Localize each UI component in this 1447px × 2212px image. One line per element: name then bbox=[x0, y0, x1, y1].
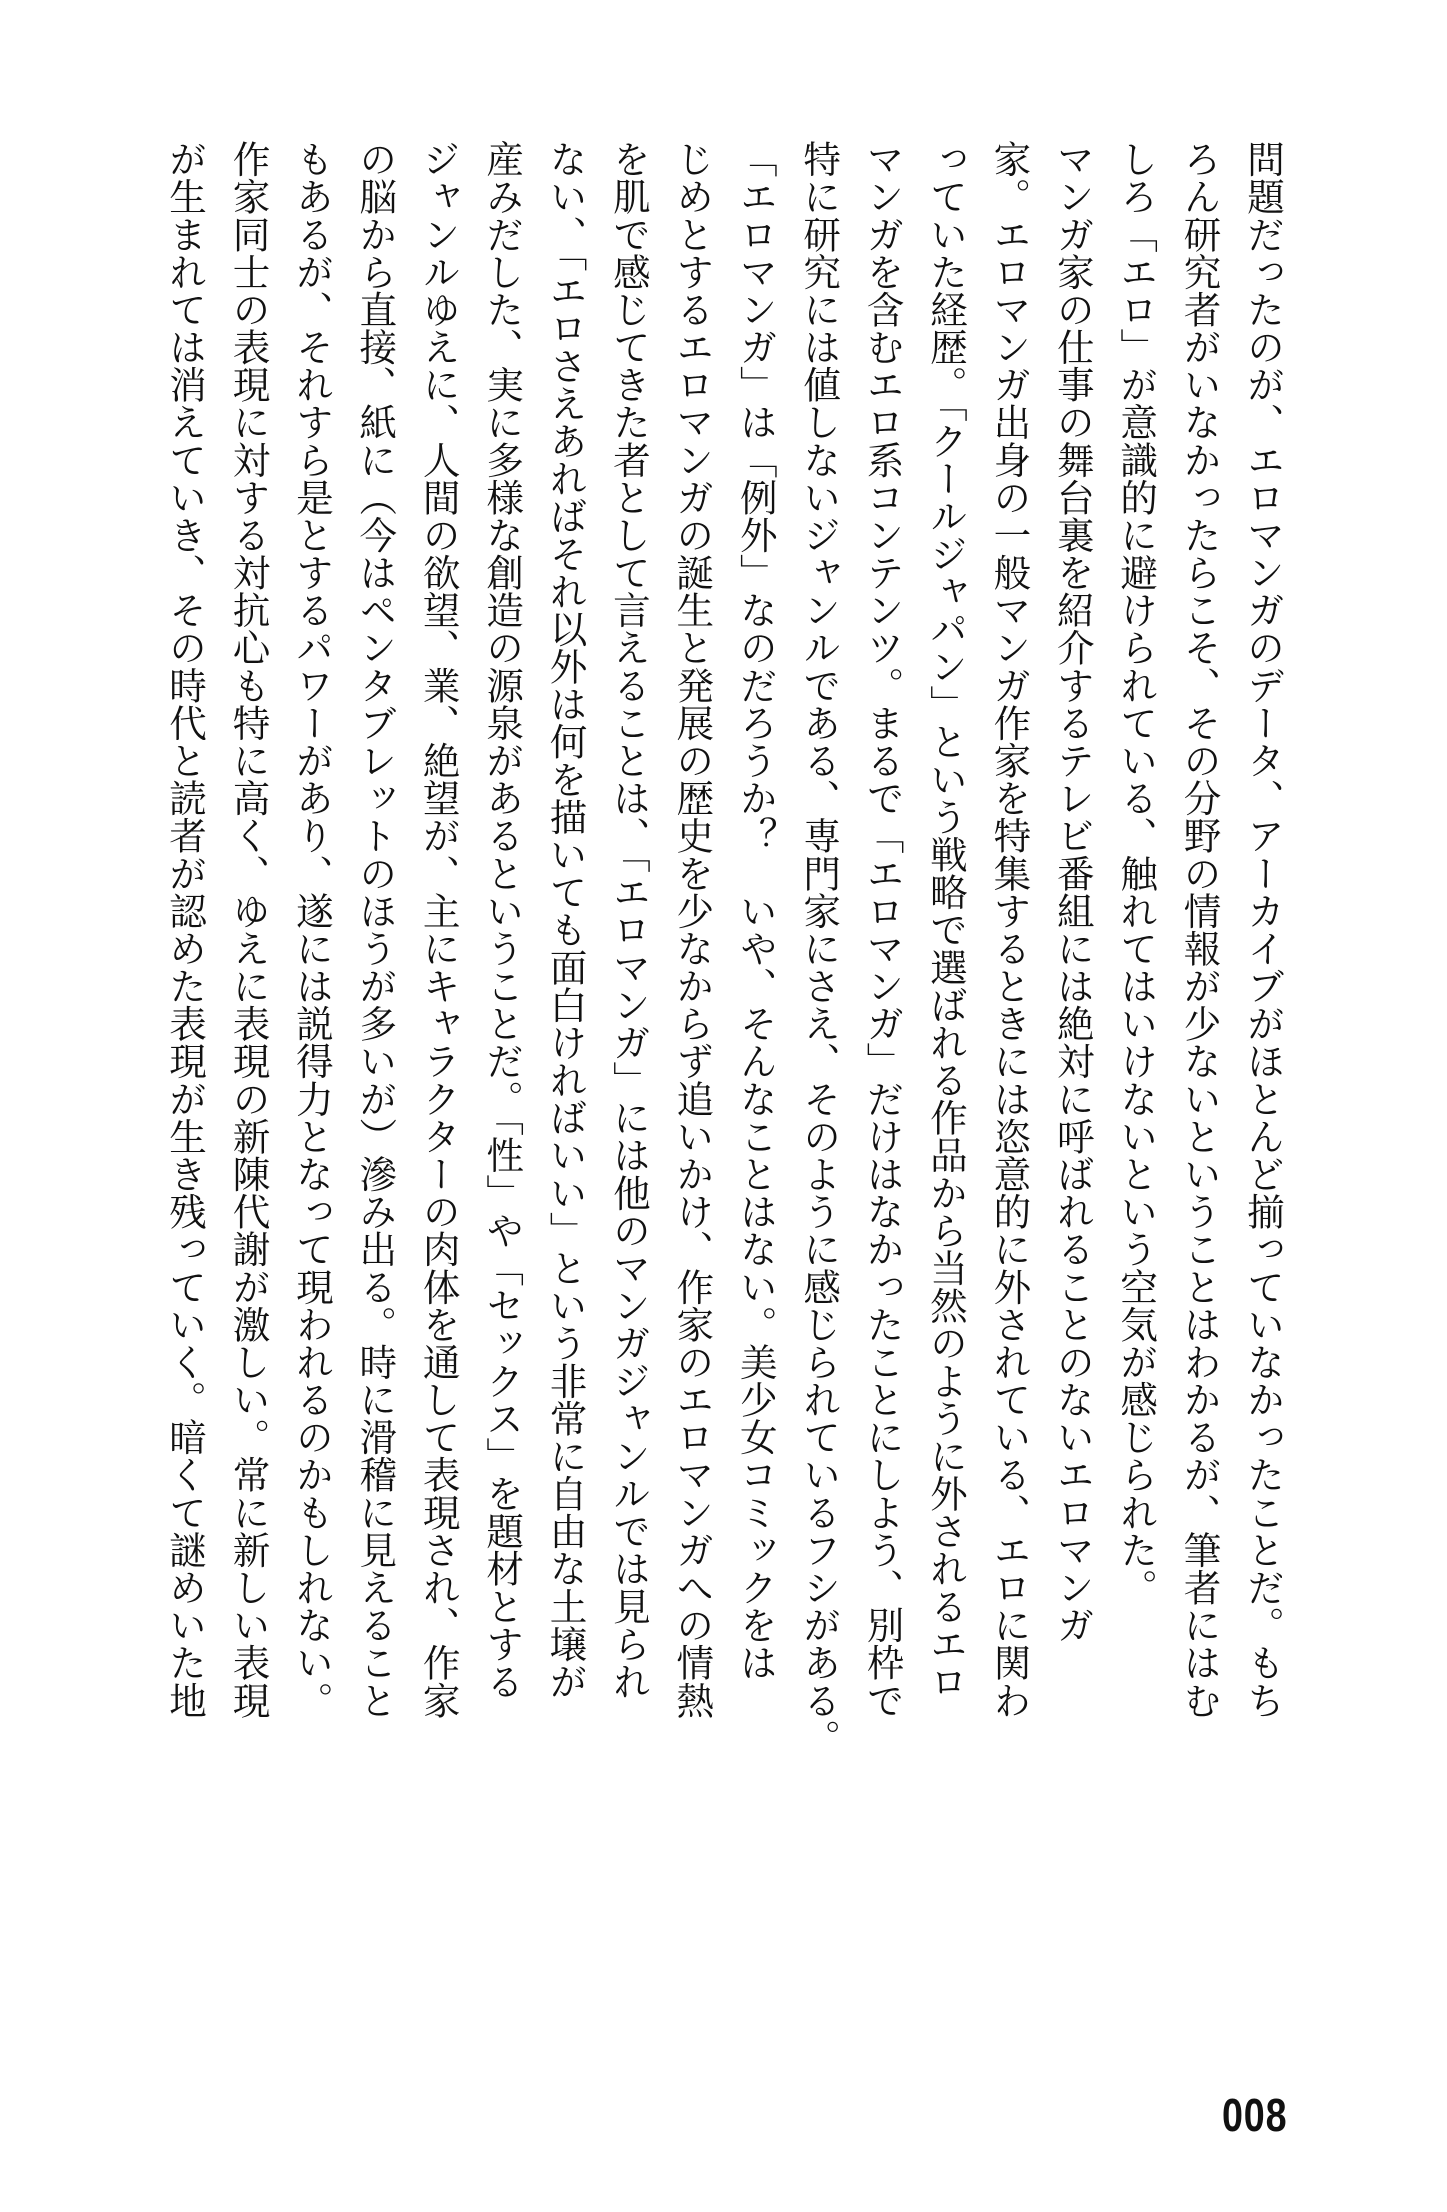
text-line: 作家同士の表現に対する対抗心も特に高く、ゆえに表現の新陳代謝が激しい。常に新しい表現 bbox=[226, 140, 271, 1719]
text-line: っていた経歴。「クールジャパン」という戦略で選ばれる作品から当然のように外されるエロ bbox=[923, 140, 968, 1700]
text-line: 家。エロマンガ出身の一般マンガ作家を特集するときには恣意的に外されている、エロに関わ bbox=[987, 140, 1032, 1719]
text-line: マンガを含むエロ系コンテンツ。まるで「エロマンガ」だけはなかったことにしよう、別枠で bbox=[860, 140, 905, 1719]
text-line: ジャンルゆえに、人間の欲望、業、絶望が、主にキャラクターの肉体を通して表現され、作家 bbox=[416, 140, 461, 1719]
text-line: を肌で感じてきた者として言えることは、「エロマンガ」には他のマンガジャンルでは見られ bbox=[606, 140, 651, 1700]
text-line: ろん研究者がいなかったらこそ、その分野の情報が少ないということはわかるが、筆者にはむ bbox=[1177, 140, 1222, 1719]
text-line: が生まれては消えていき、その時代と読者が認めた表現が生き残っていく。暗くて謎めいた地 bbox=[163, 140, 208, 1719]
text-line: 「エロマンガ」は「例外」なのだろうか？ いや、そんなことはない。美少女コミックをは bbox=[733, 140, 778, 1682]
body-text bbox=[153, 140, 1294, 1757]
text-line: 産みだした、実に多様な創造の源泉があるということだ。「性」や「セックス」を題材とする bbox=[480, 140, 525, 1700]
text-line: もあるが、それすら是とするパワーがあり、遂には説得力となって現われるのかもしれない。 bbox=[289, 140, 334, 1719]
text-line: 問題だったのが、エロマンガのデータ、アーカイブがほとんど揃っていなかったことだ。もち bbox=[1241, 140, 1285, 1719]
text-line: じめとするエロマンガの誕生と発展の歴史を少なからず追いかけ、作家のエロマンガへの情熱 bbox=[670, 140, 715, 1719]
text-line: ない、「エロさえあればそれ以外は何を描いても面白ければいい」という非常に自由な土壌が bbox=[543, 140, 588, 1700]
text-line: マンガ家の仕事の舞台裏を紹介するテレビ番組には絶対に呼ばれることのないエロマンガ bbox=[1050, 140, 1095, 1644]
page-number: 008 bbox=[1222, 2089, 1288, 2141]
text-line: の脳から直接、紙に（今はペンタブレットのほうが多いが）滲み出る。時に滑稽に見えること bbox=[353, 140, 398, 1719]
text-line: 特に研究には値しないジャンルである、専門家にさえ、そのように感じられているフシがある。 bbox=[797, 140, 842, 1757]
text-line: しろ「エロ」が意識的に避けられている、触れてはいけないという空気が感じられた。 bbox=[1114, 140, 1159, 1607]
